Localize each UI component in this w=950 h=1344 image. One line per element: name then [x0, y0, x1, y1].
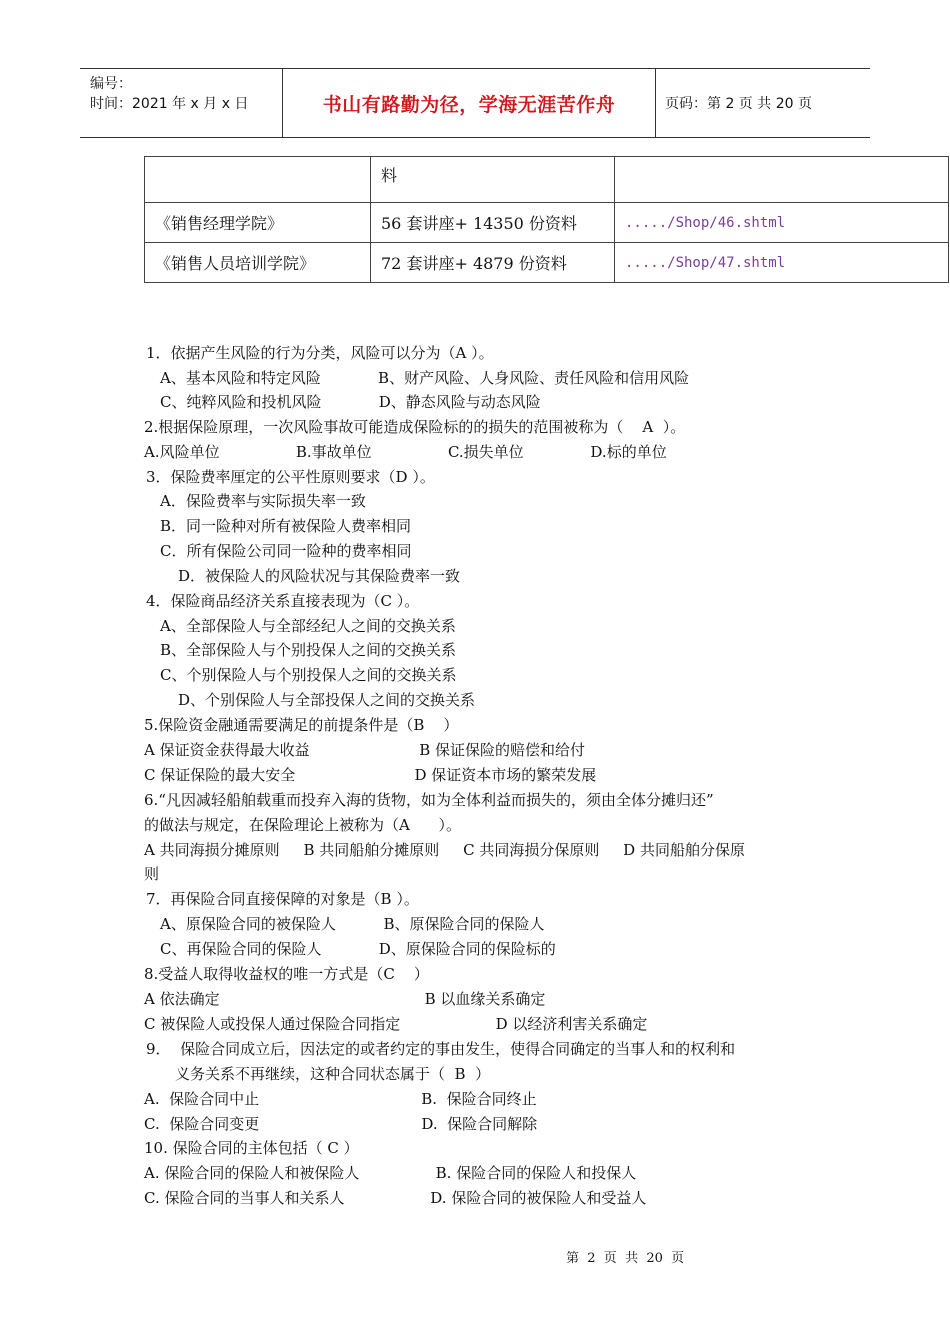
document-number-label: 编号：	[90, 76, 132, 92]
table-row	[145, 243, 949, 283]
shop-link[interactable]: ...../Shop/46.shtml	[615, 203, 949, 243]
question-text: 4．保险商品经济关系直接表现为（C ）。	[146, 592, 420, 610]
answer-option: C、个别保险人与个别投保人之间的交换关系	[160, 666, 457, 684]
answer-option: A. 保险合同的保险人和被保险人 B. 保险合同的保险人和投保人	[144, 1164, 637, 1182]
answer-option: A 共同海损分摊原则 B 共同船舶分摊原则 C 共同海损分保原则 D 共同船舶分保原	[144, 841, 745, 859]
table-cell	[615, 157, 949, 203]
shop-link[interactable]: ...../Shop/47.shtml	[615, 243, 949, 283]
page-header	[80, 68, 870, 138]
table-cell	[145, 157, 371, 203]
answer-option: A.风险单位 B.事故单位 C.损失单位 D.标的单位	[144, 443, 667, 461]
answer-option: C．所有保险公司同一险种的费率相同	[160, 542, 412, 560]
header-meta	[80, 69, 283, 137]
answer-option: C、再保险合同的保险人 D、原保险合同的保险标的	[160, 940, 556, 958]
answer-option: A. 保险合同中止 B. 保险合同终止	[144, 1090, 537, 1108]
table-row	[145, 203, 949, 243]
question-text: 5.保险资金融通需要满足的前提条件是（B ）	[144, 716, 459, 734]
header-page-number: 页码：第 2 页 共 20 页	[665, 96, 812, 112]
question-text: 7．再保险合同直接保障的对象是（B ）。	[146, 890, 419, 908]
table-row	[145, 157, 949, 203]
question-text: 2.根据保险原理，一次风险事故可能造成保险标的的损失的范围被称为（ A ）。	[144, 418, 686, 436]
question-text: 1．依据产生风险的行为分类，风险可以分为（A ）。	[146, 344, 494, 362]
table-cell: 《销售人员培训学院》	[145, 243, 371, 283]
header-motto-cell	[283, 69, 656, 137]
question-text: 义务关系不再继续，这种合同状态属于（ B ）	[175, 1065, 491, 1083]
answer-option: A 保证资金获得最大收益 B 保证保险的赔偿和给付	[144, 741, 586, 759]
question-text: 10. 保险合同的主体包括（ C ）	[144, 1139, 359, 1157]
question-text: 8.受益人取得收益权的唯一方式是（C ）	[144, 965, 429, 983]
answer-option: B．同一险种对所有被保险人费率相同	[160, 517, 412, 535]
table-cell: 72 套讲座+ 4879 份资料	[371, 243, 615, 283]
question-text: 的做法与规定，在保险理论上被称为（A ）。	[144, 816, 461, 834]
answer-option: A 依法确定 B 以血缘关系确定	[144, 990, 546, 1008]
answer-option: D、个别保险人与全部投保人之间的交换关系	[178, 691, 476, 709]
answer-option: C. 保险合同的当事人和关系人 D. 保险合同的被保险人和受益人	[144, 1189, 647, 1207]
answer-option: C. 保险合同变更 D. 保险合同解除	[144, 1115, 538, 1133]
table-cell: 料	[371, 157, 615, 203]
document-date-label: 时间：2021 年 x 月 x 日	[90, 96, 249, 112]
answer-option: C、纯粹风险和投机风险 D、静态风险与动态风险	[160, 393, 541, 411]
question-text: 9． 保险合同成立后，因法定的或者约定的事由发生，使得合同确定的当事人和的权利和	[146, 1040, 736, 1058]
answer-option: D．被保险人的风险状况与其保险费率一致	[178, 567, 461, 585]
answer-option: B、全部保险人与个别投保人之间的交换关系	[160, 641, 457, 659]
page-footer: 第 2 页 共 20 页	[566, 1251, 685, 1266]
question-text: 3．保险费率厘定的公平性原则要求（D ）。	[146, 468, 435, 486]
table-cell: 《销售经理学院》	[145, 203, 371, 243]
answer-option: C 保证保险的最大安全 D 保证资本市场的繁荣发展	[144, 766, 597, 784]
header-page-cell	[656, 69, 870, 137]
answer-option: C 被保险人或投保人通过保险合同指定 D 以经济利害关系确定	[144, 1015, 648, 1033]
question-text: 6.“凡因减轻船舶载重而投弃入海的货物，如为全体利益而损失的，须由全体分摊归还”	[144, 791, 714, 809]
answer-option: A、全部保险人与全部经纪人之间的交换关系	[160, 617, 456, 635]
answer-option: A、基本风险和特定风险 B、财产风险、人身风险、责任风险和信用风险	[160, 369, 690, 387]
resource-table	[144, 156, 949, 283]
answer-option: A、原保险合同的被保险人 B、原保险合同的保险人	[160, 915, 545, 933]
table-cell: 56 套讲座+ 14350 份资料	[371, 203, 615, 243]
header-motto: 书山有路勤为径，学海无涯苦作舟	[322, 93, 616, 116]
answer-option: 则	[144, 865, 160, 883]
answer-option: A．保险费率与实际损失率一致	[160, 492, 366, 510]
